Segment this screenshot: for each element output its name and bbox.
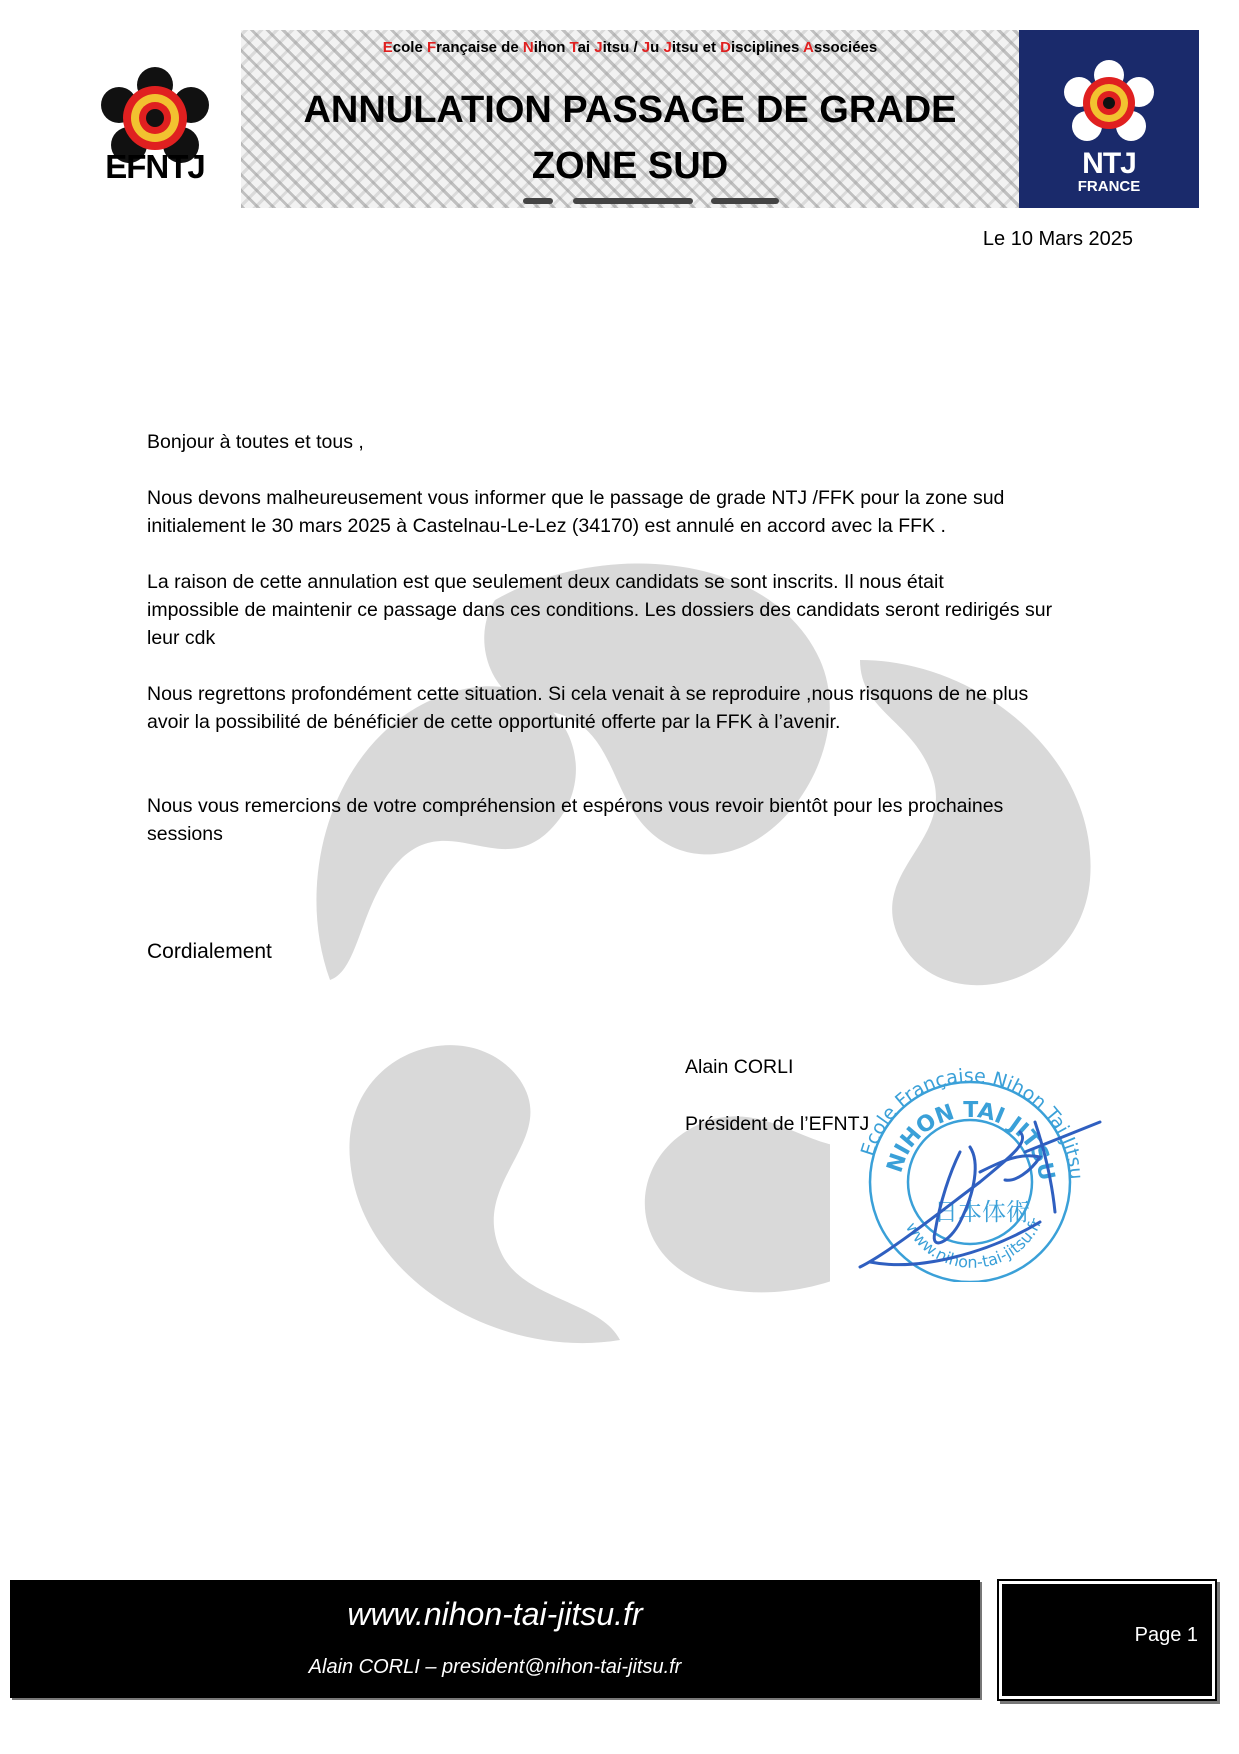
subtitle-part: ssociées (813, 39, 878, 56)
subtitle-part: ihon (533, 39, 570, 56)
paragraph-2 (147, 568, 1052, 652)
paragraph-1-line-1: Nous devons malheureusement vous informer que le passage de grade NTJ /FFK pour la zone sud (147, 487, 1005, 509)
subtitle-part: ai (577, 39, 595, 56)
paragraph-3-line-1: Nous regrettons profondément cette situation. Si cela venait à se reproduire ,nous risquons de ne plus (147, 683, 1029, 705)
paragraph-2-line-3: leur cdk (147, 627, 216, 649)
cut-off-text-line (241, 198, 1019, 208)
subtitle-part: F (426, 39, 437, 56)
banner-subtitle (241, 39, 1019, 56)
footer-bar (10, 1580, 980, 1698)
subtitle-part: A (803, 39, 814, 56)
stamp-inner-textpath: NIHON TAI JITSU (882, 1097, 1059, 1183)
efntj-logo-caption: EFNTJ (105, 148, 205, 185)
subtitle-part: u (650, 39, 664, 56)
ntj-logo-title: NTJ (1082, 147, 1136, 180)
signer-role: Président de l’EFNTJ (685, 1113, 870, 1135)
subtitle-part: T (569, 39, 578, 56)
subtitle-part: E (382, 39, 393, 56)
paragraph-2-line-2: impossible de maintenir ce passage dans ces conditions. Les dossiers des candidats seront redirigés sur (147, 599, 1053, 621)
stamp-url-textpath: www.nihon-tai-jitsu.fr (901, 1215, 1046, 1272)
paragraph-3 (147, 680, 1028, 736)
closing: Cordialement (147, 940, 272, 963)
paragraph-4 (147, 792, 1003, 848)
paragraph-4-line-2: sessions (147, 823, 223, 845)
signer-name: Alain CORLI (685, 1056, 794, 1078)
document-title (241, 82, 1019, 194)
subtitle-part: itsu et (671, 39, 721, 56)
ntj-flower-icon (1061, 58, 1157, 148)
title-line-1: ANNULATION PASSAGE DE GRADE (303, 89, 957, 131)
paragraph-2-line-1: La raison de cette annulation est que seulement deux candidats se sont inscrits. Il nous était (147, 571, 944, 593)
footer-website-link[interactable]: www.nihon-tai-jitsu.fr (347, 1596, 643, 1632)
paragraph-1 (147, 484, 1004, 540)
title-line-2: ZONE SUD (531, 145, 729, 187)
subtitle-part: isciplines (731, 39, 803, 56)
footer-contact: Alain CORLI – president@nihon-tai-jitsu.fr (308, 1656, 682, 1678)
letter-date: Le 10 Mars 2025 (982, 228, 1133, 250)
page-number: Page 1 (1134, 1624, 1198, 1646)
paragraph-4-line-1: Nous vous remercions de votre compréhension et espérons vous revoir bientôt pour les prochaines (147, 795, 1004, 817)
ntj-france-logo (1019, 30, 1199, 208)
header-banner (241, 30, 1019, 208)
subtitle-part: J (594, 39, 603, 56)
subtitle-part: N (522, 39, 534, 56)
subtitle-part: itsu / (602, 39, 642, 56)
stamp-outer-textpath: Ecole Française Nihon Tai Jitsu (856, 1064, 1088, 1181)
official-stamp (830, 1062, 1110, 1282)
subtitle-part: D (720, 39, 732, 56)
stamp-kanji: 日本体術 (934, 1198, 1030, 1226)
subtitle-part: J (641, 39, 651, 56)
page-number-box (1002, 1584, 1212, 1696)
paragraph-3-line-2: avoir la possibilité de bénéficier de cette opportunité offerte par la FFK à l’avenir. (147, 711, 841, 733)
greeting: Bonjour à toutes et tous , (147, 431, 364, 453)
ntj-logo-subtitle: FRANCE (1077, 178, 1141, 195)
subtitle-part: rançaise de (436, 39, 523, 56)
subtitle-part: cole (392, 39, 427, 56)
subtitle-part: J (663, 39, 672, 56)
paragraph-1-line-2: initialement le 30 mars 2025 à Castelnau-Le-Lez (34170) est annulé en accord avec la FFK . (147, 515, 946, 537)
